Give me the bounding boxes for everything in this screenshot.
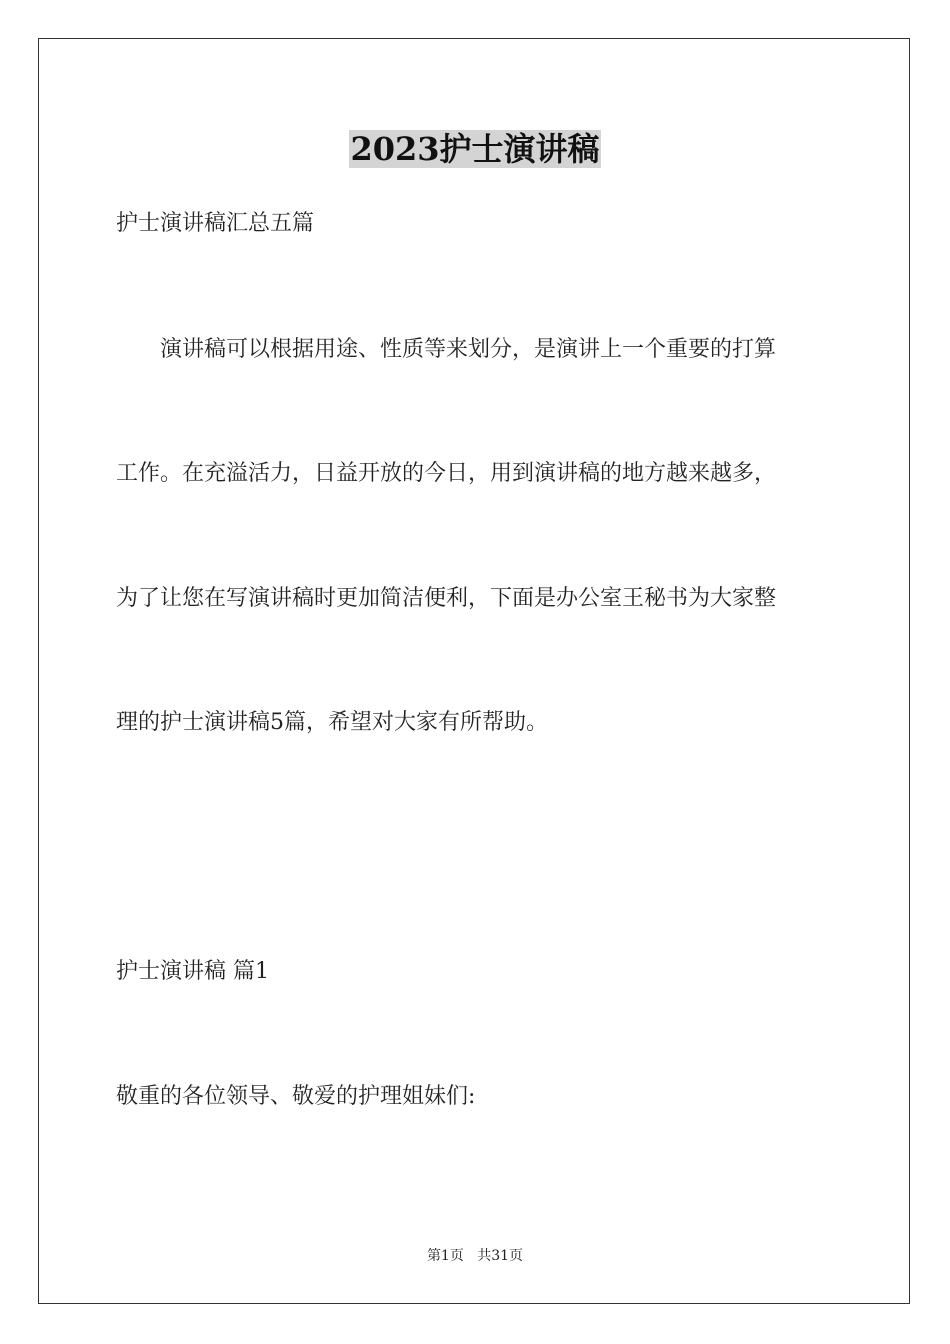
page-total: 共31页: [477, 1248, 524, 1264]
page-footer: [0, 1246, 950, 1266]
document-title-text: 2023护士演讲稿: [350, 130, 600, 168]
document-subtitle: 护士演讲稿汇总五篇: [116, 211, 315, 236]
salutation: 敬重的各位领导、敬爱的护理姐妹们:: [116, 1084, 476, 1109]
paragraph-line-2: 工作。在充溢活力，日益开放的今日，用到演讲稿的地方越来越多，: [116, 461, 777, 486]
paragraph-line-1: 演讲稿可以根据用途、性质等来划分，是演讲上一个重要的打算: [116, 337, 777, 362]
paragraph-line-3: 为了让您在写演讲稿时更加简洁便利，下面是办公室王秘书为大家整: [116, 586, 777, 611]
document-title: [0, 128, 950, 170]
section-heading: 护士演讲稿 篇1: [116, 959, 269, 984]
page-number: 第1页: [426, 1248, 464, 1264]
paragraph-line-4: 理的护士演讲稿5篇，希望对大家有所帮助。: [116, 710, 548, 735]
